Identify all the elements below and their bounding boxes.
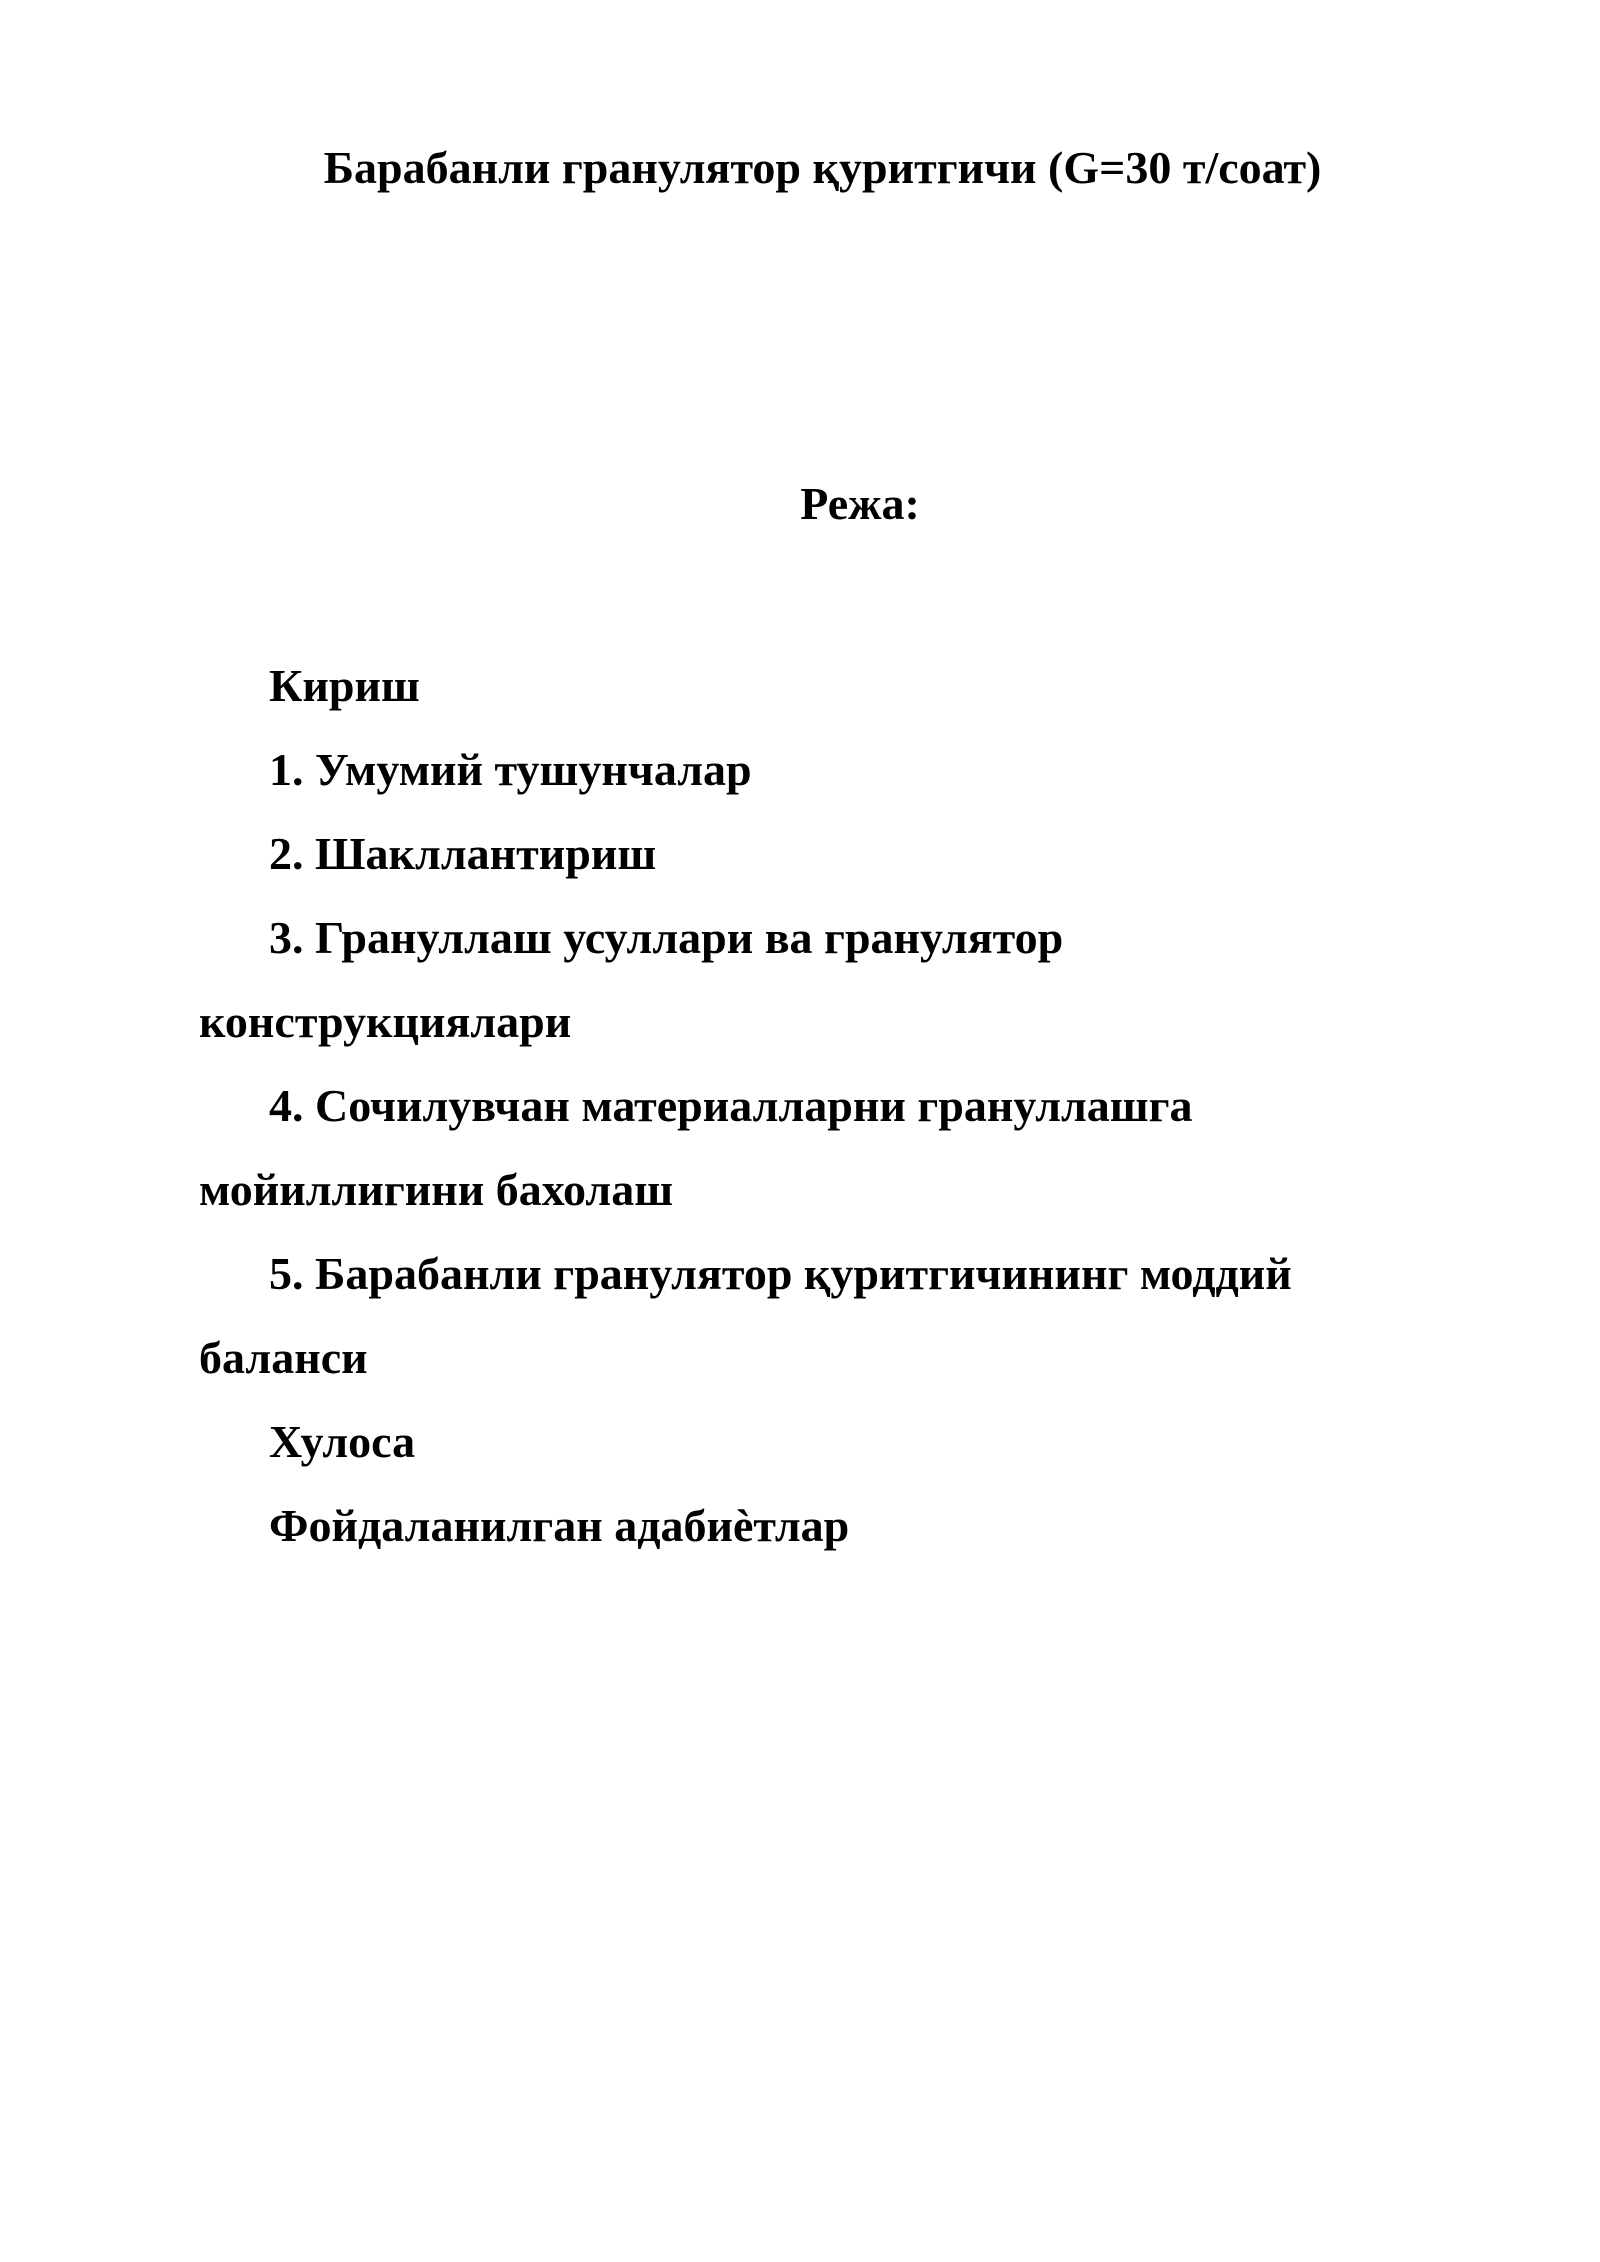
plan-heading: Режа: <box>800 478 920 529</box>
toc-item-2: 2. Шакллантириш <box>269 828 657 879</box>
table-of-contents <box>199 644 1389 1568</box>
toc-item-references: Фойдаланилган адабиѐтлар <box>269 1500 850 1551</box>
toc-item-1: 1. Умумий тушунчалар <box>269 744 752 795</box>
toc-item-introduction: Кириш <box>269 660 420 711</box>
document-title: Барабанли гранулятор қуритгичи (G=30 т/соат) <box>323 142 1322 193</box>
toc-item-4: 4. Сочилувчан материалларни грануллашга мойиллигини бахолаш <box>199 1080 1193 1215</box>
toc-item-conclusion: Хулоса <box>269 1416 416 1467</box>
toc-item-3: 3. Грануллаш усуллари ва гранулятор конструкциялари <box>199 912 1064 1047</box>
toc-item-5: 5. Барабанли гранулятор қуритгичининг моддий баланси <box>199 1248 1292 1383</box>
